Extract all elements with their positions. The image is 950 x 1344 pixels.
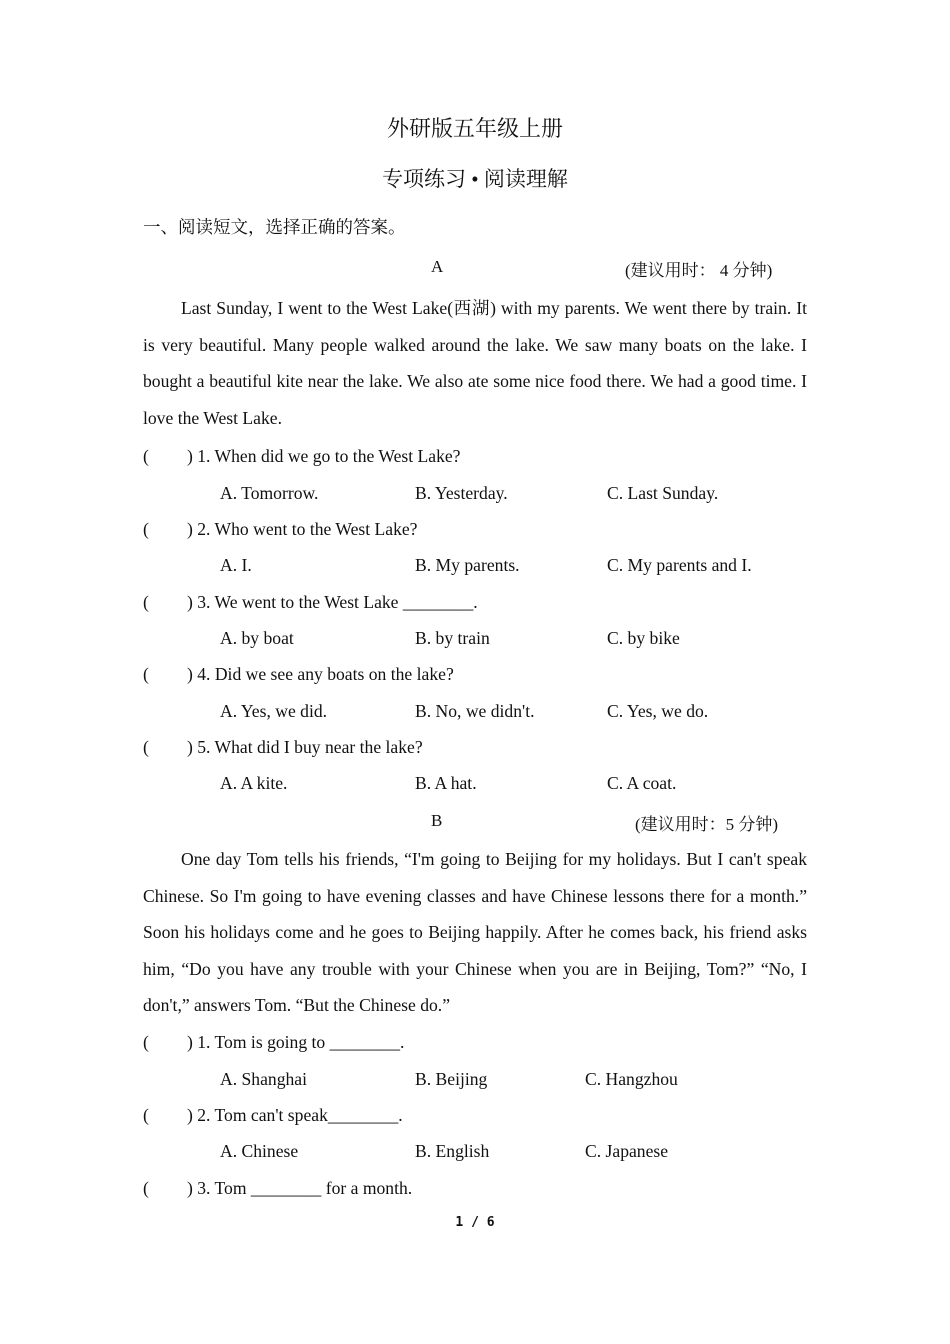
section-a-passage: Last Sunday, I went to the West Lake(西湖) with my parents. We went there by train. It is very beautiful. Many people walked around the lake. We saw many boats on the lake. I bought a beautiful kite near the lake. We also ate some nice food there. We had a good time. I love the West Lake. (143, 298, 807, 428)
question-b2: ( ) 2. Tom can't speak________. (143, 1105, 403, 1125)
option-a4-a: A. Yes, we did. (220, 701, 328, 721)
option-a4-c: C. Yes, we do. (607, 701, 709, 721)
option-a5-c: C. A coat. (607, 773, 677, 793)
question-a5: ( ) 5. What did I buy near the lake? (143, 737, 423, 757)
option-a1-a: A. Tomorrow. (220, 483, 319, 503)
option-a2-c: C. My parents and I. (607, 555, 752, 575)
option-a2-a: A. I. (220, 555, 252, 575)
page-subtitle: 专项练习 • 阅读理解 (382, 167, 568, 191)
option-a1-b: B. Yesterday. (415, 483, 508, 503)
option-b1-a: A. Shanghai (220, 1069, 307, 1089)
section-a-letter: A (431, 257, 444, 276)
section-b-letter: B (431, 811, 443, 830)
option-b1-b: B. Beijing (415, 1069, 488, 1089)
page-number: 1 / 6 (455, 1215, 495, 1230)
option-a3-b: B. by train (415, 628, 490, 648)
option-a1-c: C. Last Sunday. (607, 483, 719, 503)
option-a5-b: B. A hat. (415, 773, 477, 793)
option-a4-b: B. No, we didn't. (415, 701, 535, 721)
section-a-time: (建议用时： 4 分钟) (625, 261, 773, 280)
option-b2-b: B. English (415, 1141, 490, 1161)
option-b2-a: A. Chinese (220, 1141, 299, 1161)
section-b-time: (建议用时：5 分钟) (635, 815, 779, 834)
question-a4: ( ) 4. Did we see any boats on the lake? (143, 664, 454, 684)
question-b3: ( ) 3. Tom ________ for a month. (143, 1178, 413, 1198)
question-b1: ( ) 1. Tom is going to ________. (143, 1032, 405, 1052)
option-a3-a: A. by boat (220, 628, 294, 648)
option-b1-c: C. Hangzhou (585, 1069, 678, 1089)
option-a5-a: A. A kite. (220, 773, 288, 793)
question-a1: ( ) 1. When did we go to the West Lake? (143, 446, 461, 466)
section-instruction: 一、阅读短文，选择正确的答案。 (143, 217, 406, 237)
option-a2-b: B. My parents. (415, 555, 520, 575)
page-title: 外研版五年级上册 (386, 116, 563, 141)
question-a2: ( ) 2. Who went to the West Lake? (143, 519, 418, 539)
section-b-passage: One day Tom tells his friends, “I'm going to Beijing for my holidays. But I can't speak Chinese. So I'm going to have evening classes and have Chinese lessons there for a month.” Soon his holidays come and he goes to Beijing happily. After he comes back, his friend asks him, “Do you have any trouble with your Chinese when you are in Beijing, Tom?” “No, I don't,” answers Tom. “But the Chinese do.” (143, 849, 807, 1016)
option-b2-c: C. Japanese (585, 1141, 669, 1161)
option-a3-c: C. by bike (607, 628, 680, 648)
question-a3: ( ) 3. We went to the West Lake ________. (143, 592, 478, 612)
